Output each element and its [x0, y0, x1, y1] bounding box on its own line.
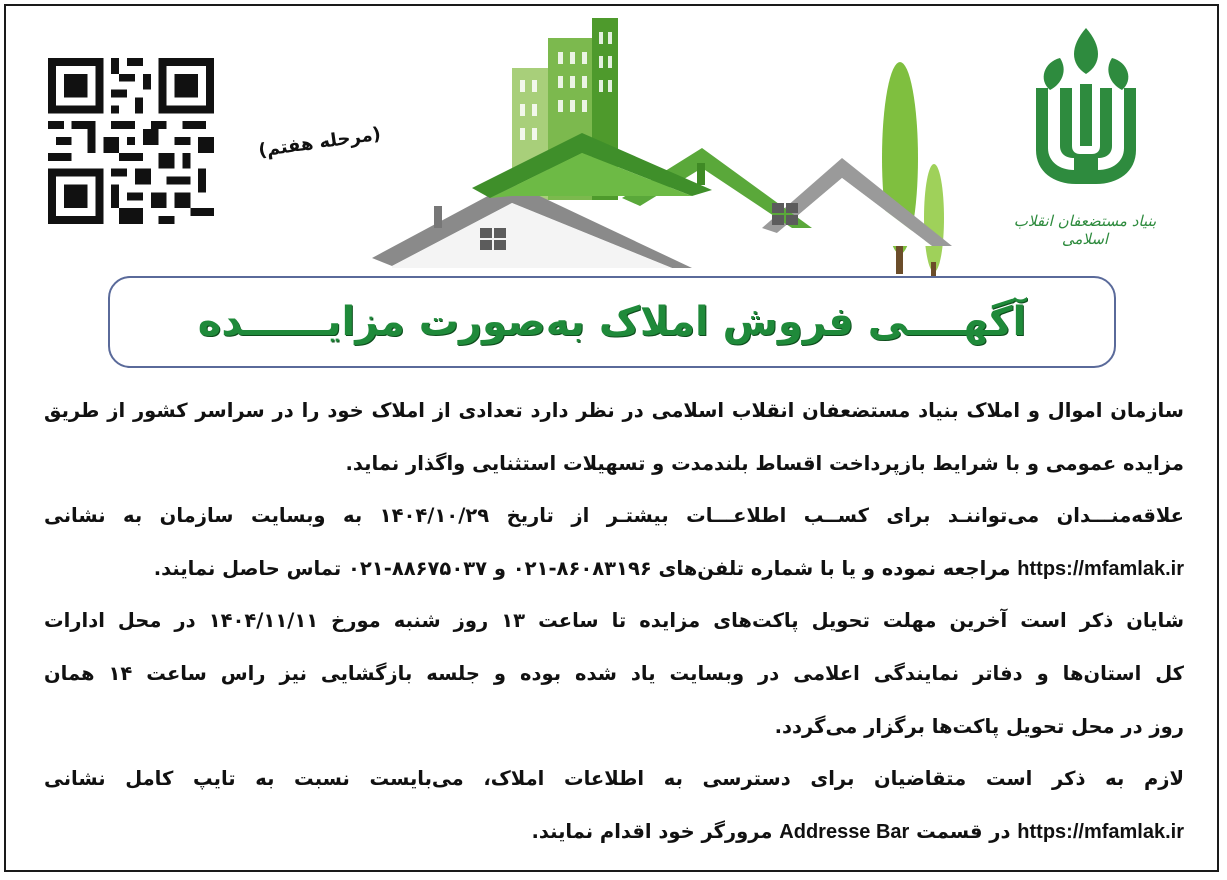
body-line-9-mid: در قسمت	[916, 819, 1011, 843]
body-line-5: شایان ذکر است آخرین مهلت تحویل پاکت‌های مزایده تا ساعت ۱۳ روز شنبه مورخ ۱۴۰۴/۱۱/۱۱ در محل ادارات	[44, 609, 1184, 633]
real-estate-illustration	[372, 18, 972, 280]
body-line-4-text: مراجعه نموده و یا با شماره تلفن‌های ۸۶۰۸۳۱۹۶-۰۲۱ و ۸۸۶۷۵۰۳۷-۰۲۱ تماس حاصل نمایند.	[153, 556, 1011, 580]
foundation-logo	[1030, 28, 1142, 188]
website-url-2: https://mfamlak.ir	[1017, 820, 1184, 843]
body-line-8: لازم به ذکر است متقاضیان برای دسترسی به اطلاعات املاک، می‌بایست نسبت به تایپ کامل نشانی	[44, 767, 1184, 791]
qr-code	[48, 58, 214, 224]
left-house	[372, 133, 712, 268]
title-banner	[108, 276, 1116, 368]
ad-body	[44, 385, 1184, 858]
stage-label: (مرحله هفتم)	[257, 123, 383, 162]
body-line-1: سازمان اموال و املاک بنیاد مستضعفان انقلاب اسلامی در نظر دارد تعدادی از املاک خود را در سراسر کشور از طریق	[44, 399, 1184, 422]
body-line-2: مزایده عمومی و با شرایط بازپرداخت اقساط بلندمدت و تسهیلات استثنایی واگذار نماید.	[345, 451, 1184, 475]
body-line-9-end: مرورگر خود اقدام نمایند.	[531, 819, 773, 843]
website-url: https://mfamlak.ir	[1017, 557, 1184, 580]
body-line-9	[44, 806, 1184, 859]
body-line-3: علاقه‌منـــدان می‌تواننـد برای کســب اطلاعـــات بیشتـر از تاریخ ۱۴۰۴/۱۰/۲۹ به وبسایت سازمان به نشانی	[44, 504, 1184, 528]
foundation-name: بنیاد مستضعفان انقلاب اسلامی	[1013, 212, 1157, 248]
body-line-6: کل استان‌ها و دفاتر نمایندگی اعلامی در وبسایت یاد شده بوده و جلسه بازگشایی نیز راس ساعت ۱۴ همان	[44, 661, 1184, 685]
body-line-4	[44, 543, 1184, 596]
body-line-7: روز در محل تحویل پاکت‌ها برگزار می‌گردد.	[774, 714, 1184, 738]
address-bar-term: Addresse Bar	[779, 820, 910, 843]
ad-title: آگهــــی فروش املاک به‌صورت مزایــــــده	[197, 299, 1027, 345]
